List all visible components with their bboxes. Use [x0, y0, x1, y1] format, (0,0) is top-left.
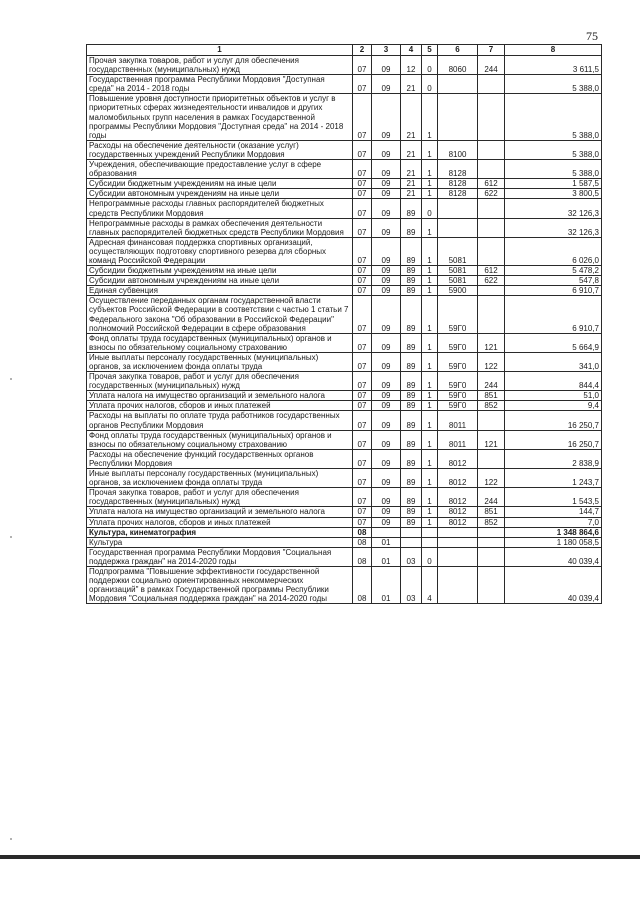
- subsection-cell: 09: [372, 507, 401, 517]
- table-row: [87, 189, 602, 199]
- section-cell: 07: [353, 507, 372, 517]
- expense-type-cell: [478, 411, 505, 430]
- section-cell: 08: [353, 566, 372, 603]
- section-cell: 07: [353, 160, 372, 179]
- subsection-cell: 09: [372, 94, 401, 140]
- program-cell: 03: [401, 547, 422, 566]
- subsection-cell: 09: [372, 488, 401, 507]
- section-cell: 07: [353, 94, 372, 140]
- target-item-cell: 59Г0: [438, 352, 478, 371]
- table-row: [87, 488, 602, 507]
- amount-cell: 5 388,0: [505, 75, 602, 94]
- amount-cell: 51,0: [505, 391, 602, 401]
- subprogram-cell: 1: [422, 391, 438, 401]
- program-cell: 89: [401, 507, 422, 517]
- scan-dot: [10, 838, 12, 840]
- description-cell: Фонд оплаты труда государственных (муниципальных) органов и взносы по обязательному социальному страхованию: [87, 333, 353, 352]
- scan-dot: [10, 378, 12, 380]
- target-item-cell: 5081: [438, 276, 478, 286]
- section-cell: 07: [353, 218, 372, 237]
- amount-cell: 547,8: [505, 276, 602, 286]
- amount-cell: 5 478,2: [505, 266, 602, 276]
- expense-type-cell: 244: [478, 488, 505, 507]
- program-cell: 89: [401, 391, 422, 401]
- amount-cell: 5 388,0: [505, 94, 602, 140]
- expense-type-cell: [478, 199, 505, 218]
- amount-cell: 144,7: [505, 507, 602, 517]
- subprogram-cell: 0: [422, 199, 438, 218]
- subprogram-cell: 1: [422, 469, 438, 488]
- section-cell: 08: [353, 527, 372, 537]
- expense-type-cell: 121: [478, 430, 505, 449]
- section-cell: 07: [353, 333, 372, 352]
- description-cell: Подпрограмма "Повышение эффективности государственной поддержки социально ориентированных некоммерческих организаций" в рамках Государственной программы Республики Мордовия "Социальная поддержка граждан" на 2014-2020 годы: [87, 566, 353, 603]
- target-item-cell: 8012: [438, 469, 478, 488]
- expense-type-cell: [478, 75, 505, 94]
- expense-type-cell: 122: [478, 469, 505, 488]
- program-cell: 89: [401, 430, 422, 449]
- subprogram-cell: 1: [422, 372, 438, 391]
- table-row: [87, 179, 602, 189]
- amount-cell: 40 039,4: [505, 566, 602, 603]
- expense-type-cell: 851: [478, 391, 505, 401]
- expense-type-cell: 122: [478, 352, 505, 371]
- subsection-cell: 09: [372, 75, 401, 94]
- amount-cell: 5 388,0: [505, 160, 602, 179]
- amount-cell: 1 180 058,5: [505, 537, 602, 547]
- subprogram-cell: [422, 527, 438, 537]
- program-cell: 21: [401, 75, 422, 94]
- subprogram-cell: 1: [422, 296, 438, 333]
- table-row: [87, 527, 602, 537]
- description-cell: Уплата прочих налогов, сборов и иных платежей: [87, 401, 353, 411]
- subprogram-cell: 1: [422, 276, 438, 286]
- description-cell: Прочая закупка товаров, работ и услуг для обеспечения государственных (муниципальных) нужд: [87, 488, 353, 507]
- subprogram-cell: 1: [422, 94, 438, 140]
- description-cell: Культура: [87, 537, 353, 547]
- amount-cell: 844,4: [505, 372, 602, 391]
- expense-type-cell: [478, 566, 505, 603]
- subsection-cell: 01: [372, 537, 401, 547]
- expense-type-cell: [478, 537, 505, 547]
- table-row: [87, 401, 602, 411]
- description-cell: Прочая закупка товаров, работ и услуг для обеспечения государственных (муниципальных) нужд: [87, 372, 353, 391]
- subprogram-cell: 0: [422, 547, 438, 566]
- section-cell: 08: [353, 537, 372, 547]
- subprogram-cell: 1: [422, 237, 438, 265]
- target-item-cell: 59Г0: [438, 296, 478, 333]
- program-cell: 89: [401, 372, 422, 391]
- expense-type-cell: 622: [478, 189, 505, 199]
- subsection-cell: 09: [372, 517, 401, 527]
- subprogram-cell: 0: [422, 56, 438, 75]
- program-cell: 89: [401, 333, 422, 352]
- section-cell: 07: [353, 401, 372, 411]
- subsection-cell: 09: [372, 237, 401, 265]
- section-cell: 07: [353, 56, 372, 75]
- table-row: [87, 449, 602, 468]
- amount-cell: 7,0: [505, 517, 602, 527]
- target-item-cell: 5081: [438, 266, 478, 276]
- amount-cell: 1 587,5: [505, 179, 602, 189]
- subsection-cell: 09: [372, 449, 401, 468]
- target-item-cell: [438, 537, 478, 547]
- expense-type-cell: 244: [478, 372, 505, 391]
- expense-type-cell: 121: [478, 333, 505, 352]
- amount-cell: 1 243,7: [505, 469, 602, 488]
- amount-cell: 341,0: [505, 352, 602, 371]
- description-cell: Повышение уровня доступности приоритетных объектов и услуг в приоритетных сферах жизнедеятельности инвалидов и других маломобильных групп населения в рамках Государственной программы Республики Мордовия "Доступная среда" на 2014 - 2018 годы: [87, 94, 353, 140]
- target-item-cell: 8012: [438, 449, 478, 468]
- section-cell: 07: [353, 237, 372, 265]
- table-row: [87, 537, 602, 547]
- section-cell: 07: [353, 488, 372, 507]
- description-cell: Субсидии автономным учреждениям на иные цели: [87, 189, 353, 199]
- target-item-cell: 8128: [438, 189, 478, 199]
- table-row: [87, 411, 602, 430]
- subsection-cell: 09: [372, 352, 401, 371]
- table-row: [87, 56, 602, 75]
- header-cell: 8: [505, 45, 602, 56]
- target-item-cell: 59Г0: [438, 372, 478, 391]
- expense-type-cell: [478, 547, 505, 566]
- expense-type-cell: [478, 218, 505, 237]
- expense-type-cell: 244: [478, 56, 505, 75]
- section-cell: 08: [353, 547, 372, 566]
- program-cell: [401, 527, 422, 537]
- subsection-cell: [372, 527, 401, 537]
- amount-cell: 1 348 864,6: [505, 527, 602, 537]
- table-row: [87, 507, 602, 517]
- subsection-cell: 09: [372, 179, 401, 189]
- header-row: [87, 45, 602, 56]
- table-row: [87, 140, 602, 159]
- amount-cell: 3 611,5: [505, 56, 602, 75]
- program-cell: 89: [401, 276, 422, 286]
- description-cell: Культура, кинематография: [87, 527, 353, 537]
- subprogram-cell: 0: [422, 75, 438, 94]
- subsection-cell: 01: [372, 566, 401, 603]
- description-cell: Непрограммные расходы в рамках обеспечения деятельности главных распорядителей бюджетных средств Республики Мордовия: [87, 218, 353, 237]
- target-item-cell: 8012: [438, 507, 478, 517]
- subsection-cell: 09: [372, 199, 401, 218]
- description-cell: Непрограммные расходы главных распорядителей бюджетных средств Республики Мордовия: [87, 199, 353, 218]
- subsection-cell: 09: [372, 56, 401, 75]
- expense-type-cell: [478, 237, 505, 265]
- subsection-cell: 09: [372, 469, 401, 488]
- section-cell: 07: [353, 189, 372, 199]
- program-cell: 21: [401, 189, 422, 199]
- description-cell: Учреждения, обеспечивающие предоставление услуг в сфере образования: [87, 160, 353, 179]
- subprogram-cell: 1: [422, 140, 438, 159]
- table-body: [87, 56, 602, 604]
- amount-cell: 5 664,9: [505, 333, 602, 352]
- subsection-cell: 09: [372, 140, 401, 159]
- section-cell: 07: [353, 352, 372, 371]
- amount-cell: 6 910,7: [505, 296, 602, 333]
- subprogram-cell: 1: [422, 449, 438, 468]
- program-cell: 89: [401, 218, 422, 237]
- subsection-cell: 09: [372, 296, 401, 333]
- subsection-cell: 09: [372, 266, 401, 276]
- table-row: [87, 333, 602, 352]
- description-cell: Субсидии бюджетным учреждениям на иные цели: [87, 266, 353, 276]
- target-item-cell: [438, 218, 478, 237]
- expense-type-cell: [478, 140, 505, 159]
- description-cell: Субсидии автономным учреждениям на иные цели: [87, 276, 353, 286]
- program-cell: 21: [401, 160, 422, 179]
- subsection-cell: 09: [372, 411, 401, 430]
- subprogram-cell: 1: [422, 401, 438, 411]
- section-cell: 07: [353, 411, 372, 430]
- section-cell: 07: [353, 266, 372, 276]
- program-cell: 89: [401, 237, 422, 265]
- table-row: [87, 547, 602, 566]
- section-cell: 07: [353, 276, 372, 286]
- subsection-cell: 09: [372, 430, 401, 449]
- target-item-cell: [438, 547, 478, 566]
- header-cell: 5: [422, 45, 438, 56]
- subprogram-cell: 1: [422, 286, 438, 296]
- target-item-cell: 8012: [438, 517, 478, 527]
- amount-cell: 9,4: [505, 401, 602, 411]
- table-row: [87, 199, 602, 218]
- table-row: [87, 276, 602, 286]
- amount-cell: 40 039,4: [505, 547, 602, 566]
- program-cell: 89: [401, 199, 422, 218]
- description-cell: Расходы на обеспечение деятельности (оказание услуг) государственных учреждений Республики Мордовия: [87, 140, 353, 159]
- description-cell: Осуществление переданных органам государственной власти субъектов Российской Федерации в соответствии с частью 1 статьи 7 Федерального закона "Об образовании в Российской Федерации" полномочий Российской Федерации в сфере образования: [87, 296, 353, 333]
- table-row: [87, 469, 602, 488]
- expense-type-cell: 612: [478, 179, 505, 189]
- subprogram-cell: 1: [422, 333, 438, 352]
- section-cell: 07: [353, 449, 372, 468]
- subprogram-cell: 1: [422, 160, 438, 179]
- program-cell: 21: [401, 179, 422, 189]
- program-cell: 03: [401, 566, 422, 603]
- table-row: [87, 266, 602, 276]
- target-item-cell: 8011: [438, 430, 478, 449]
- program-cell: 89: [401, 411, 422, 430]
- header-cell: 2: [353, 45, 372, 56]
- section-cell: 07: [353, 75, 372, 94]
- section-cell: 07: [353, 372, 372, 391]
- subsection-cell: 09: [372, 276, 401, 286]
- program-cell: 12: [401, 56, 422, 75]
- amount-cell: 16 250,7: [505, 411, 602, 430]
- subprogram-cell: 4: [422, 566, 438, 603]
- target-item-cell: 59Г0: [438, 401, 478, 411]
- section-cell: 07: [353, 199, 372, 218]
- amount-cell: 1 543,5: [505, 488, 602, 507]
- description-cell: Расходы на обеспечение функций государственных органов Республики Мордовия: [87, 449, 353, 468]
- header-cell: 3: [372, 45, 401, 56]
- section-cell: 07: [353, 517, 372, 527]
- target-item-cell: 8012: [438, 488, 478, 507]
- amount-cell: 16 250,7: [505, 430, 602, 449]
- section-cell: 07: [353, 391, 372, 401]
- description-cell: Фонд оплаты труда государственных (муниципальных) органов и взносы по обязательному социальному страхованию: [87, 430, 353, 449]
- expense-type-cell: 612: [478, 266, 505, 276]
- section-cell: 07: [353, 286, 372, 296]
- subprogram-cell: 1: [422, 488, 438, 507]
- amount-cell: 6 910,7: [505, 286, 602, 296]
- target-item-cell: 8060: [438, 56, 478, 75]
- expense-type-cell: 852: [478, 401, 505, 411]
- table-row: [87, 430, 602, 449]
- description-cell: Единая субвенция: [87, 286, 353, 296]
- amount-cell: 5 388,0: [505, 140, 602, 159]
- target-item-cell: [438, 94, 478, 140]
- table-row: [87, 296, 602, 333]
- subprogram-cell: 1: [422, 411, 438, 430]
- expense-type-cell: 851: [478, 507, 505, 517]
- description-cell: Уплата прочих налогов, сборов и иных платежей: [87, 517, 353, 527]
- target-item-cell: 5081: [438, 237, 478, 265]
- page-number: 75: [586, 29, 598, 43]
- program-cell: 21: [401, 94, 422, 140]
- subsection-cell: 09: [372, 160, 401, 179]
- subprogram-cell: 1: [422, 430, 438, 449]
- table-row: [87, 517, 602, 527]
- header-cell: 7: [478, 45, 505, 56]
- amount-cell: 32 126,3: [505, 218, 602, 237]
- budget-table: [86, 44, 602, 604]
- program-cell: 89: [401, 488, 422, 507]
- program-cell: 89: [401, 401, 422, 411]
- section-cell: 07: [353, 296, 372, 333]
- target-item-cell: 5900: [438, 286, 478, 296]
- table-row: [87, 218, 602, 237]
- subsection-cell: 09: [372, 401, 401, 411]
- section-cell: 07: [353, 430, 372, 449]
- expense-type-cell: [478, 286, 505, 296]
- description-cell: Прочая закупка товаров, работ и услуг для обеспечения государственных (муниципальных) нужд: [87, 56, 353, 75]
- program-cell: 89: [401, 469, 422, 488]
- target-item-cell: 59Г0: [438, 333, 478, 352]
- amount-cell: 32 126,3: [505, 199, 602, 218]
- table-row: [87, 237, 602, 265]
- subsection-cell: 09: [372, 391, 401, 401]
- target-item-cell: 8100: [438, 140, 478, 159]
- header-cell: 1: [87, 45, 353, 56]
- program-cell: 89: [401, 449, 422, 468]
- table-row: [87, 75, 602, 94]
- target-item-cell: [438, 199, 478, 218]
- target-item-cell: [438, 527, 478, 537]
- scan-dot: [10, 536, 12, 538]
- subprogram-cell: 1: [422, 352, 438, 371]
- subsection-cell: 01: [372, 547, 401, 566]
- description-cell: Субсидии бюджетным учреждениям на иные цели: [87, 179, 353, 189]
- subprogram-cell: 1: [422, 507, 438, 517]
- header-cell: 6: [438, 45, 478, 56]
- expense-type-cell: [478, 527, 505, 537]
- expense-type-cell: [478, 94, 505, 140]
- bottom-rule: [0, 855, 640, 859]
- expense-type-cell: [478, 449, 505, 468]
- section-cell: 07: [353, 469, 372, 488]
- table-row: [87, 94, 602, 140]
- table-row: [87, 352, 602, 371]
- subprogram-cell: 1: [422, 179, 438, 189]
- description-cell: Иные выплаты персоналу государственных (муниципальных) органов, за исключением фонда оплаты труда: [87, 352, 353, 371]
- subprogram-cell: 1: [422, 266, 438, 276]
- program-cell: 89: [401, 266, 422, 276]
- expense-type-cell: [478, 160, 505, 179]
- table-row: [87, 566, 602, 603]
- subprogram-cell: [422, 537, 438, 547]
- target-item-cell: 8011: [438, 411, 478, 430]
- subprogram-cell: 1: [422, 517, 438, 527]
- description-cell: Уплата налога на имущество организаций и земельного налога: [87, 507, 353, 517]
- program-cell: 89: [401, 296, 422, 333]
- subsection-cell: 09: [372, 372, 401, 391]
- amount-cell: 3 800,5: [505, 189, 602, 199]
- program-cell: 89: [401, 352, 422, 371]
- description-cell: Государственная программа Республики Мордовия "Социальная поддержка граждан" на 2014-2020 годы: [87, 547, 353, 566]
- description-cell: Государственная программа Республики Мордовия "Доступная среда" на 2014 - 2018 годы: [87, 75, 353, 94]
- table-row: [87, 286, 602, 296]
- subsection-cell: 09: [372, 286, 401, 296]
- subprogram-cell: 1: [422, 189, 438, 199]
- program-cell: [401, 537, 422, 547]
- target-item-cell: [438, 566, 478, 603]
- table-row: [87, 391, 602, 401]
- expense-type-cell: [478, 296, 505, 333]
- description-cell: Расходы на выплаты по оплате труда работников государственных органов Республики Мордовия: [87, 411, 353, 430]
- program-cell: 89: [401, 286, 422, 296]
- subsection-cell: 09: [372, 189, 401, 199]
- table-row: [87, 160, 602, 179]
- target-item-cell: 8128: [438, 179, 478, 189]
- section-cell: 07: [353, 179, 372, 189]
- expense-type-cell: 622: [478, 276, 505, 286]
- program-cell: 21: [401, 140, 422, 159]
- amount-cell: 6 026,0: [505, 237, 602, 265]
- amount-cell: 2 838,9: [505, 449, 602, 468]
- subsection-cell: 09: [372, 218, 401, 237]
- table-row: [87, 372, 602, 391]
- header-cell: 4: [401, 45, 422, 56]
- subprogram-cell: 1: [422, 218, 438, 237]
- target-item-cell: [438, 75, 478, 94]
- description-cell: Иные выплаты персоналу государственных (муниципальных) органов, за исключением фонда оплаты труда: [87, 469, 353, 488]
- target-item-cell: 8128: [438, 160, 478, 179]
- description-cell: Адресная финансовая поддержка спортивных организаций, осуществляющих подготовку спортивного резерва для сборных команд Российской Федерации: [87, 237, 353, 265]
- section-cell: 07: [353, 140, 372, 159]
- subsection-cell: 09: [372, 333, 401, 352]
- program-cell: 89: [401, 517, 422, 527]
- expense-type-cell: 852: [478, 517, 505, 527]
- target-item-cell: 59Г0: [438, 391, 478, 401]
- description-cell: Уплата налога на имущество организаций и земельного налога: [87, 391, 353, 401]
